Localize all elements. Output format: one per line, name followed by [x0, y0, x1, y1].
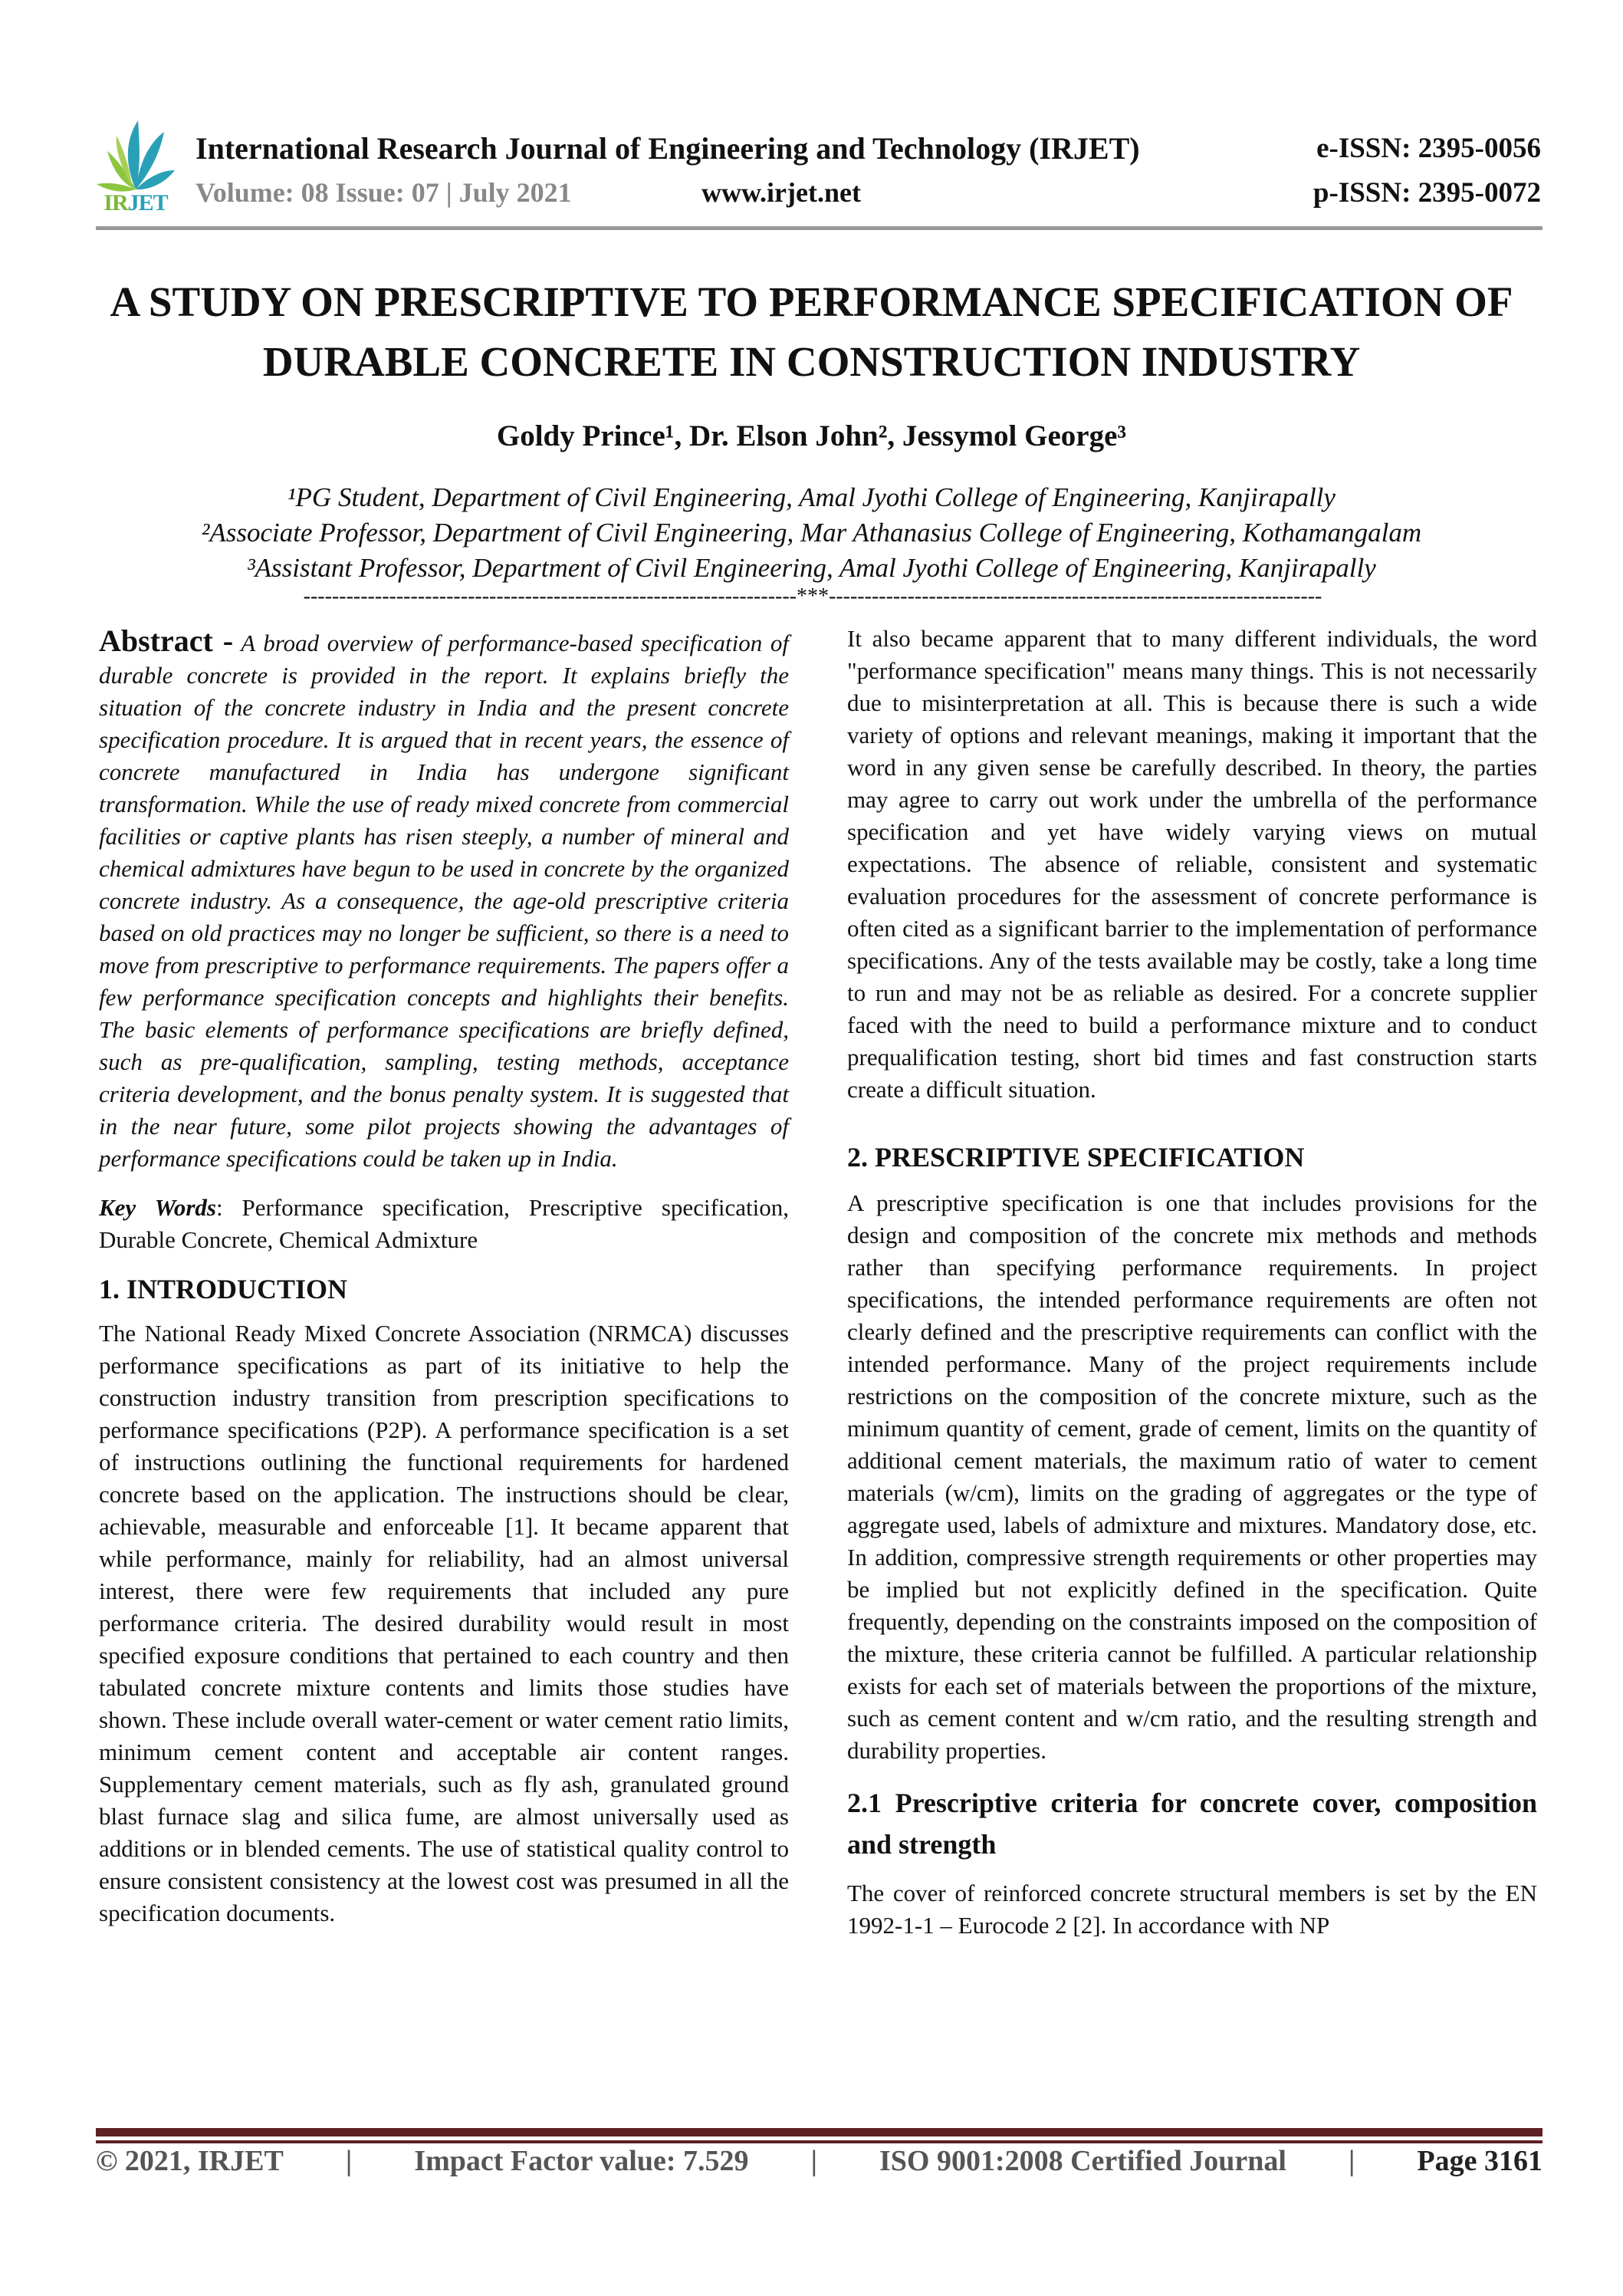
impact-factor: Impact Factor value: 7.529 — [414, 2145, 749, 2177]
eissn: e-ISSN: 2395-0056 — [1316, 133, 1541, 164]
irjet-logo — [94, 117, 178, 216]
right-column — [847, 623, 1537, 1942]
keywords — [99, 1192, 789, 1256]
abstract — [99, 625, 789, 1175]
paragraph: It also became apparent that to many different individuals, the word "performance specification" means many things. This is not necessarily due to misinterpretation at all. This is because there is such a wide variety of options and relevant meanings, making it important that the word in any given sense be carefully described. In theory, the parties may agree to carry out work under the umbrella of the performance specification and yet have widely varying views on mutual expectations. The absence of reliable, consistent and systematic evaluation procedures for the assessment of concrete performance is often cited as a significant barrier to the implementation of performance specifications. Any of the tests available may be costly, take a long time to run and may not be as reliable as desired. For a concrete supplier faced with the need to build a performance mixture and to conduct prequalification testing, short bid times and fast construction starts create a difficult situation. — [847, 625, 1537, 1103]
page-number: Page 3161 — [1417, 2145, 1543, 2177]
footer-bar-thin — [96, 2140, 1543, 2143]
paper-title — [77, 272, 1546, 392]
paragraph: A prescriptive specification is one that includes provisions for the design and composition of the concrete mix methods and methods rather than specifying performance requirements. In project specifications, the intended performance requirements are often not clearly defined and the prescriptive requirements can conflict with the intended performance. Many of the project requirements include restrictions on the composition of the concrete mixture, such as the minimum quantity of cement, grade of cement, limits on the quantity of additional cement materials, the maximum ratio of water to cement materials (w/cm), limits on the grading of aggregates or the type of aggregate used, labels of admixture and mixtures. Mandatory dose, etc. In addition, compressive strength requirements or other properties may be implied but not explicitly defined in the specification. Quite frequently, depending on the constraints imposed on the composition of the mixture, these criteria cannot be fulfilled. A particular relationship exists for each set of materials between the proportions of the mixture, such as cement content and w/cm ratio, and the resulting strength and durability properties. — [847, 1189, 1537, 1764]
section-heading: 1. INTRODUCTION — [99, 1274, 348, 1304]
separator: ---------------------------------------------------------------------***--------------------------------------------------------------------- — [303, 584, 1322, 608]
leaf-logo-icon — [94, 117, 178, 193]
keywords-text: : Performance specification, Prescriptive specification, Durable Concrete, Chemical Admixture — [99, 1194, 789, 1253]
subsection-heading: 2.1 Prescriptive criteria for concrete cover, composition and strength — [847, 1788, 1537, 1860]
footer-divider: | — [345, 2145, 353, 2177]
left-column — [99, 625, 789, 1929]
journal-name: International Research Journal of Engineering and Technology (IRJET) — [195, 131, 1140, 166]
affiliation: ¹PG Student, Department of Civil Engineering, Amal Jyothi College of Engineering, Kanjirapally — [287, 482, 1336, 512]
affiliation: ²Associate Professor, Department of Civil Engineering, Mar Athanasius College of Engineering, Kothamangalam — [201, 518, 1422, 548]
footer-divider: | — [1348, 2145, 1355, 2177]
website-link[interactable]: www.irjet.net — [701, 177, 861, 208]
abstract-text: A broad overview of performance-based specification of durable concrete is provided in the report. It explains briefly the situation of the concrete industry in India and the present concrete specification procedure. It is argued that in recent years, the essence of concrete manufactured in India has undergone significant transformation. While the use of ready mixed concrete from commercial facilities or captive plants has risen steeply, a number of mineral and chemical admixtures have begun to be used in concrete by the organized concrete industry. As a consequence, the age-old prescriptive criteria based on old practices may no longer be sufficient, so there is a need to move from prescriptive to performance requirements. The papers offer a few performance specification concepts and highlights their benefits. The basic elements of performance specifications are briefly defined, such as pre-qualification, sampling, testing methods, acceptance criteria development, and the bonus penalty system. It is suggested that in the near future, some pilot projects showing the advantages of performance specifications could be taken up in India. — [99, 630, 789, 1172]
title-line: A STUDY ON PRESCRIPTIVE TO PERFORMANCE SPECIFICATION OF — [110, 278, 1513, 325]
affiliations — [77, 480, 1546, 586]
volume-issue: Volume: 08 Issue: 07 | July 2021 — [195, 177, 572, 208]
footer-bar — [96, 2128, 1543, 2136]
logo-text: IRJET — [103, 190, 168, 215]
keywords-label: Key Words — [99, 1194, 216, 1221]
title-line: DURABLE CONCRETE IN CONSTRUCTION INDUSTRY — [262, 338, 1361, 385]
iso-certification: ISO 9001:2008 Certified Journal — [879, 2145, 1286, 2177]
abstract-heading: Abstract - — [99, 623, 234, 658]
footer — [96, 2144, 1543, 2178]
pissn: p-ISSN: 2395-0072 — [1313, 177, 1541, 209]
paragraph: The National Ready Mixed Concrete Association (NRMCA) discusses performance specifications as part of its initiative to help the construction industry transition from prescription specifications to performance specifications (P2P). A performance specification is a set of instructions outlining the functional requirements for hardened concrete based on the application. The instructions should be clear, achievable, measurable and enforceable [1]. It became apparent that while performance, mainly for reliability, had an almost universal interest, there were few requirements that included any pure performance criteria. The desired durability would result in most specified exposure conditions that pertained to each country and then tabulated concrete mixture contents and limits those studies have shown. These include overall water-cement or water cement ratio limits, minimum cement content and acceptable air content ranges. Supplementary cement materials, such as fly ash, granulated ground blast furnace slag and silica fume, are almost universally used as additions or in blended cements. The use of statistical quality control to ensure consistent consistency at the lowest cost was presumed in all the specification documents. — [99, 1320, 789, 1926]
header-rule — [96, 226, 1543, 230]
footer-divider: | — [810, 2145, 817, 2177]
section-heading: 2. PRESCRIPTIVE SPECIFICATION — [847, 1142, 1305, 1173]
copyright: © 2021, IRJET — [96, 2145, 284, 2177]
affiliation: ³Assistant Professor, Department of Civil Engineering, Amal Jyothi College of Engineering, Kanjirapally — [247, 553, 1376, 583]
authors: Goldy Prince¹, Dr. Elson John², Jessymol George³ — [496, 419, 1127, 452]
paragraph: The cover of reinforced concrete structural members is set by the EN 1992-1-1 – Eurocode 2 [2]. In accordance with NP — [847, 1880, 1537, 1939]
